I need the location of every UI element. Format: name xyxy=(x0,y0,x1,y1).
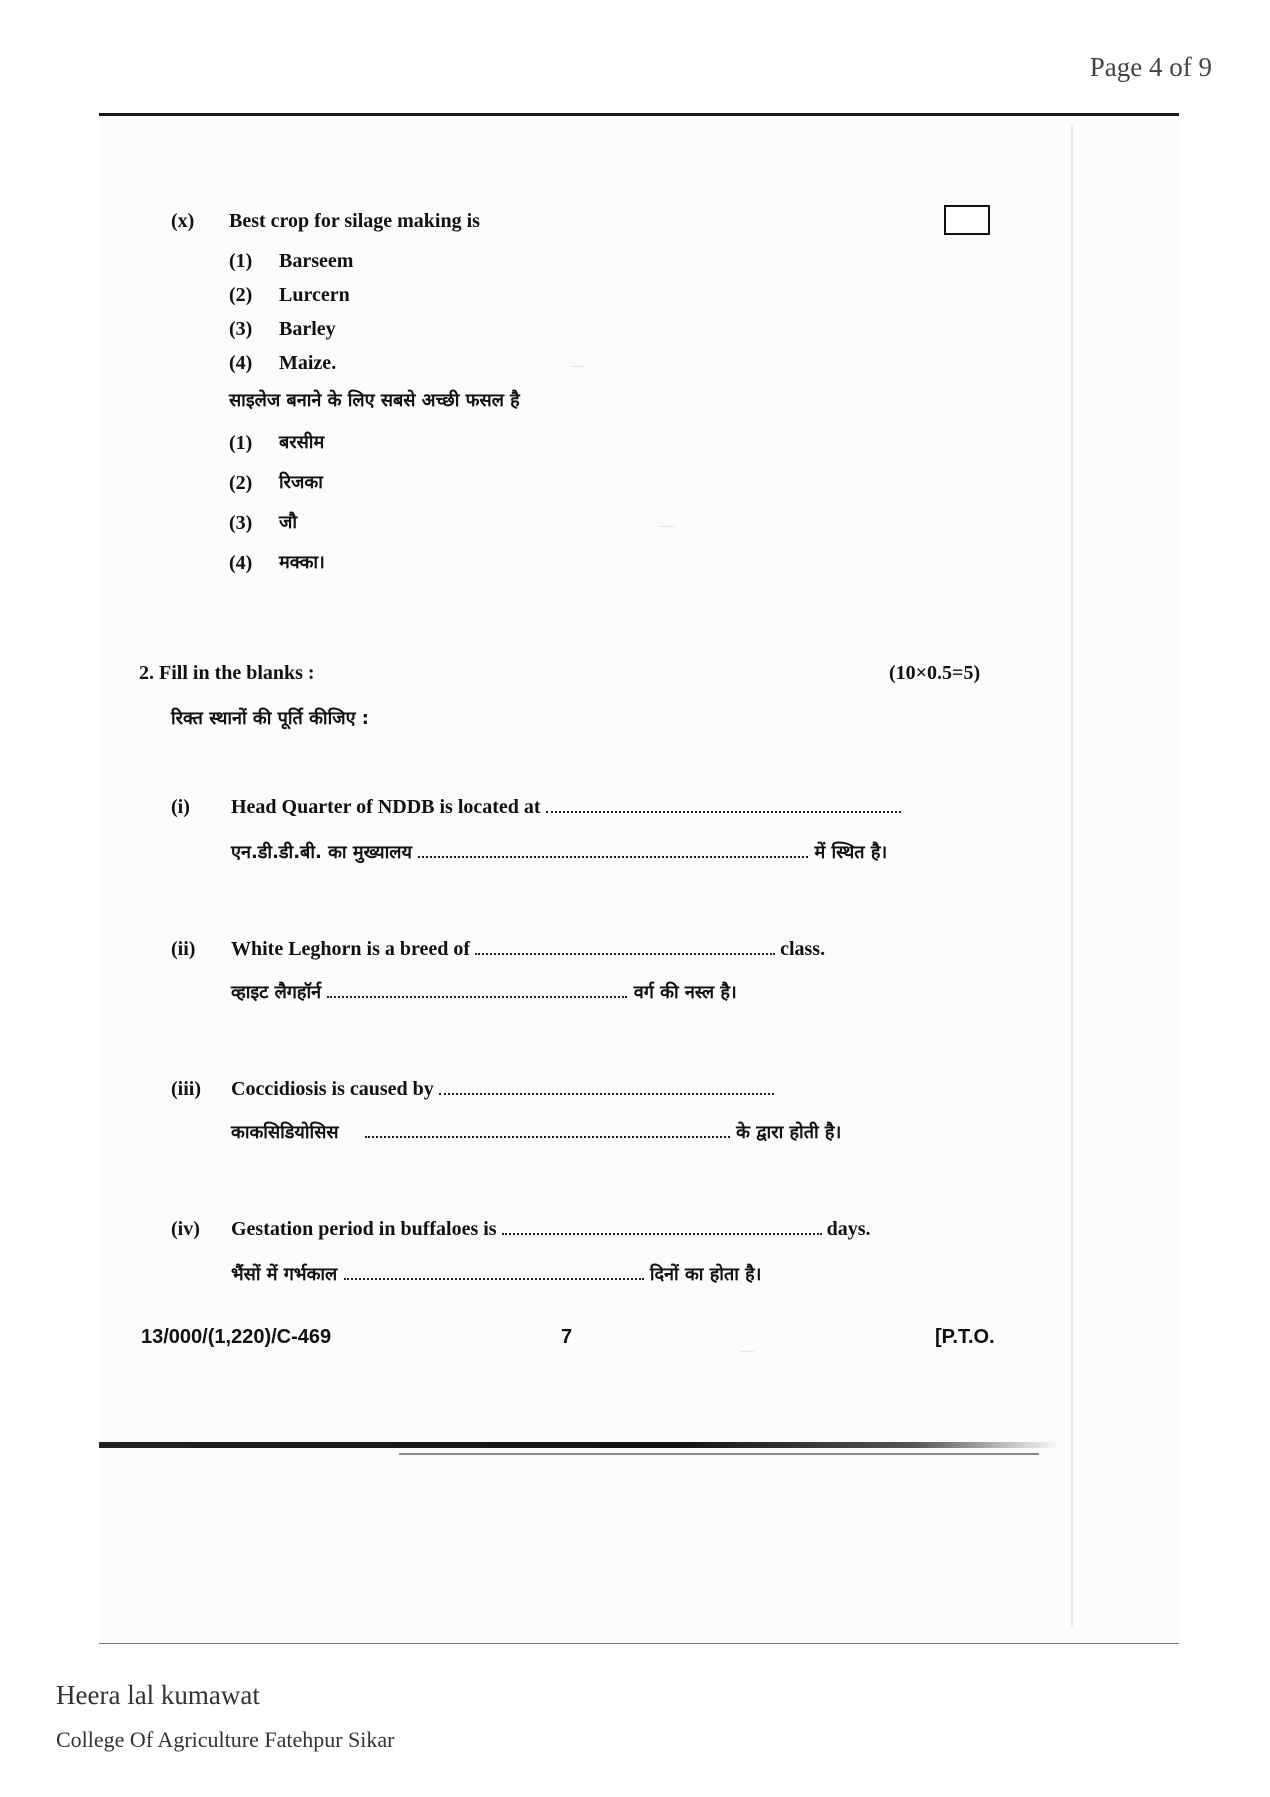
option-hi-4-number: (4) xyxy=(229,552,253,574)
blank-ii-hindi-before: व्हाइट लैगहॉर्न xyxy=(231,982,322,1003)
blank-ii-hindi xyxy=(231,980,737,1004)
option-en-1-number: (1) xyxy=(229,250,253,272)
sheet-page-number: 7 xyxy=(561,1326,573,1348)
option-en-1-label: Barseem xyxy=(279,250,354,272)
option-en-2-label: Lurcern xyxy=(279,284,350,306)
page-number-label: Page 4 of 9 xyxy=(1089,52,1212,82)
scanned-exam-page xyxy=(99,116,1179,1643)
answer-box[interactable] xyxy=(944,205,990,235)
section-2-heading-hindi: रिक्त स्थानों की पूर्ति कीजिए : xyxy=(171,708,370,729)
question-x-text-hindi: साइलेज बनाने के लिए सबसे अच्छी फसल है xyxy=(229,390,520,411)
option-hi-2-label: रिजका xyxy=(279,472,323,493)
option-en-4-number: (4) xyxy=(229,352,253,374)
page-margin-line xyxy=(1071,126,1073,1626)
blank-i-number: (i) xyxy=(171,796,190,818)
blank-ii-text-before: White Leghorn is a breed of xyxy=(231,938,471,960)
question-x-number: (x) xyxy=(171,210,195,232)
blank-i-hindi-line[interactable] xyxy=(418,842,808,858)
bleed-through-text: — xyxy=(659,516,675,535)
blank-i-hindi xyxy=(231,840,887,864)
blank-i-text-before: Head Quarter of NDDB is located at xyxy=(231,796,541,818)
blank-ii-line[interactable] xyxy=(475,939,775,955)
option-hi-3-number: (3) xyxy=(229,512,253,534)
blank-iii-line[interactable] xyxy=(439,1079,774,1095)
please-turn-over: [P.T.O. xyxy=(935,1326,995,1348)
question-x-text: Best crop for silage making is xyxy=(229,210,480,232)
scan-edge-line xyxy=(399,1453,1039,1455)
blank-iv-text-before: Gestation period in buffaloes is xyxy=(231,1218,497,1240)
blank-i-hindi-before: एन.डी.डी.बी. का मुख्यालय xyxy=(231,842,412,863)
blank-iv-hindi-line[interactable] xyxy=(344,1264,644,1280)
blank-i-hindi-after: में स्थित है। xyxy=(814,842,888,863)
paper-code: 13/000/(1,220)/C-469 xyxy=(141,1326,332,1348)
blank-iv-hindi-after: दिनों का होता है। xyxy=(649,1264,762,1285)
blank-iv-number: (iv) xyxy=(171,1218,200,1240)
college-name: College Of Agriculture Fatehpur Sikar xyxy=(56,1727,395,1752)
blank-i-line[interactable] xyxy=(546,797,901,813)
blank-i-text xyxy=(231,796,901,819)
blank-iii-hindi-after: के द्वारा होती है। xyxy=(736,1122,842,1143)
author-name: Heera lal kumawat xyxy=(56,1680,260,1710)
blank-iv-line[interactable] xyxy=(502,1219,822,1235)
option-hi-1-number: (1) xyxy=(229,432,253,454)
option-hi-4-label: मक्का। xyxy=(279,552,325,573)
blank-ii-text-after: class. xyxy=(780,938,826,960)
blank-iii-hindi-line[interactable] xyxy=(365,1122,730,1138)
blank-iii-text-before: Coccidiosis is caused by xyxy=(231,1078,434,1100)
section-2-heading: 2. Fill in the blanks : xyxy=(139,662,315,684)
blank-ii-text xyxy=(231,938,825,961)
blank-ii-hindi-line[interactable] xyxy=(327,982,627,998)
blank-iv-text-after: days. xyxy=(826,1218,871,1240)
option-en-2-number: (2) xyxy=(229,284,253,306)
blank-iii-number: (iii) xyxy=(171,1078,201,1100)
blank-iii-hindi-before: काकसिडियोसिस xyxy=(231,1122,339,1143)
option-en-3-label: Barley xyxy=(279,318,336,340)
bleed-through-text: — xyxy=(569,356,585,375)
section-2-marks: (10×0.5=5) xyxy=(889,662,981,684)
blank-ii-number: (ii) xyxy=(171,938,196,960)
blank-iv-hindi-before: भैंसों में गर्भकाल xyxy=(231,1264,338,1285)
option-en-4-label: Maize. xyxy=(279,352,337,374)
option-hi-2-number: (2) xyxy=(229,472,253,494)
bottom-divider xyxy=(99,1643,1179,1644)
option-hi-3-label: जौ xyxy=(279,512,298,533)
blank-ii-hindi-after: वर्ग की नस्ल है। xyxy=(633,982,737,1003)
blank-iv-hindi xyxy=(231,1262,762,1286)
blank-iii-hindi xyxy=(231,1120,841,1144)
blank-iii-text xyxy=(231,1078,774,1101)
option-hi-1-label: बरसीम xyxy=(279,432,325,453)
scan-edge-smear xyxy=(99,1442,1059,1448)
bleed-through-text: — xyxy=(739,1341,755,1360)
option-en-3-number: (3) xyxy=(229,318,253,340)
blank-iv-text xyxy=(231,1218,870,1241)
